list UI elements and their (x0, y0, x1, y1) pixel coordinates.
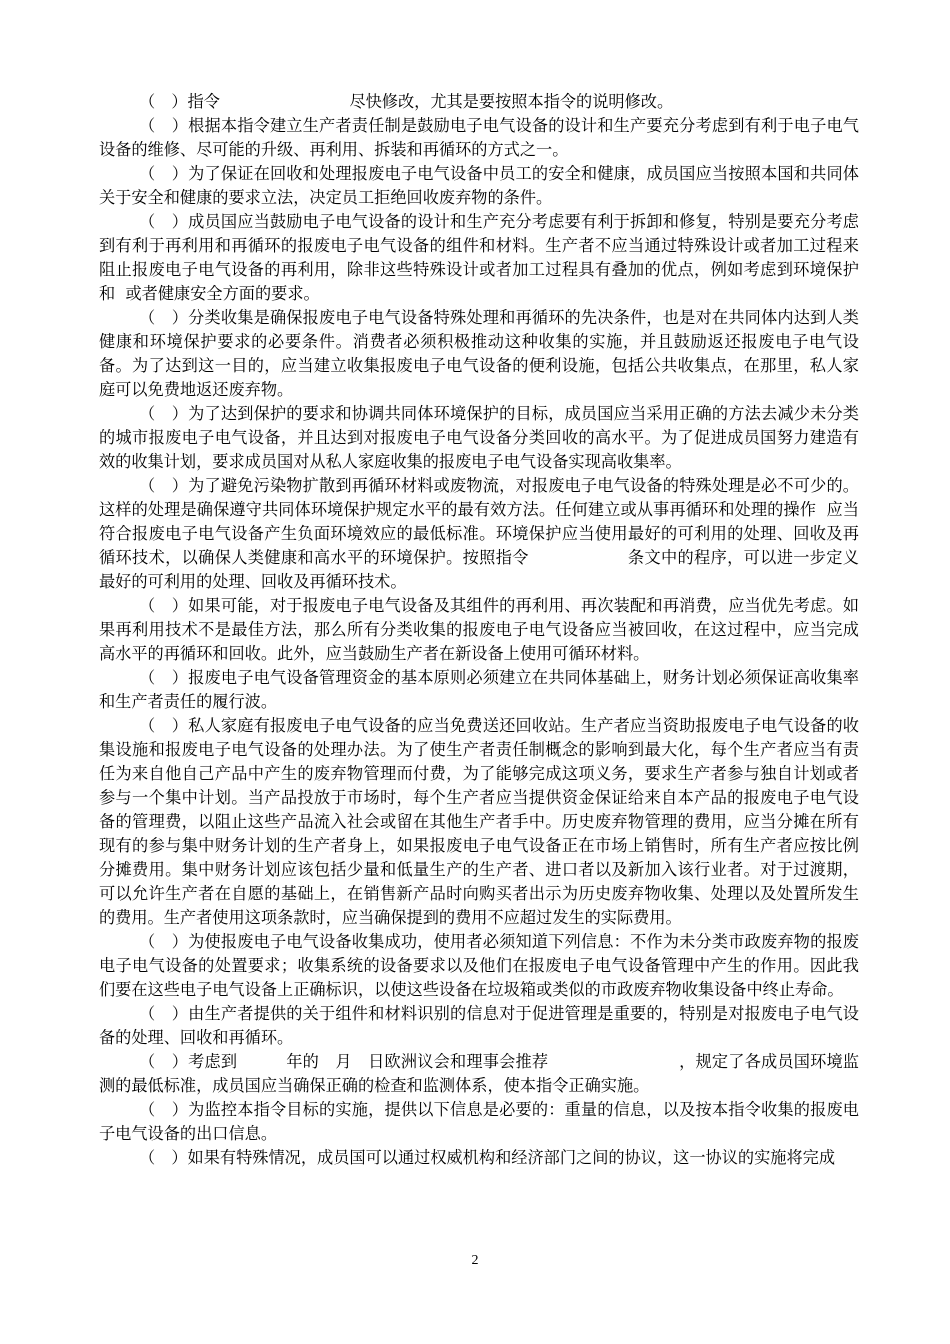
paragraph: （ ）为了达到保护的要求和协调共同体环境保护的目标，成员国应当采用正确的方法去减少未分类的城市报废电子电气设备，并且达到对报废电子电气设备分类回收的高水平。为了促进成员国努力建造有效的收集计划，要求成员国对从私人家庭收集的报废电子电气设备实现高收集率。 (99, 404, 859, 471)
paragraph: （ ）报废电子电气设备管理资金的基本原则必须建立在共同体基础上，财务计划必须保证高收集率和生产者责任的履行波。 (99, 668, 859, 711)
document-body (99, 90, 859, 1170)
paragraph: （ ）由生产者提供的关于组件和材料识别的信息对于促进管理是重要的，特别是对报废电子电气设备的处理、回收和再循环。 (99, 1004, 859, 1047)
paragraph: （ ）私人家庭有报废电子电气设备的应当免费送还回收站。生产者应当资助报废电子电气设备的收集设施和报废电子电气设备的处理办法。为了使生产者责任制概念的影响到最大化，每个生产者应当有责任为来自他自己产品中产生的废弃物管理而付费，为了能够完成这项义务，要求生产者参与独自计划或者参与一个集中计划。当产品投放于市场时，每个生产者应当提供资金保证给来自本产品的报废电子电气设备的管理费，以阻止这些产品流入社会或留在其他生产者手中。历史废弃物管理的费用，应当分摊在所有现有的参与集中财务计划的生产者身上，如果报废电子电气设备正在市场上销售时，所有生产者应按比例分摊费用。集中财务计划应该包括少量和低量生产的生产者、进口者以及新加入该行业者。对于过渡期，可以允许生产者在自愿的基础上，在销售新产品时向购买者出示为历史废弃物收集、处理以及处置所发生的费用。生产者使用这项条款时，应当确保提到的费用不应超过发生的实际费用。 (99, 716, 859, 927)
paragraph: （ ）指令 尽快修改，尤其是要按照本指令的说明修改。 (139, 92, 674, 111)
paragraph: （ ）如果有特殊情况，成员国可以通过权威机构和经济部门之间的协议，这一协议的实施将完成 (139, 1148, 836, 1167)
paragraph: （ ）考虑到 年的 月 日欧洲议会和理事会推荐 ，规定了各成员国环境监测的最低标准，成员国应当确保正确的检查和监测体系，使本指令正确实施。 (99, 1052, 859, 1095)
paragraph: （ ）为监控本指令目标的实施，提供以下信息是必要的：重量的信息，以及按本指令收集的报废电子电气设备的出口信息。 (99, 1100, 859, 1143)
paragraph: （ ）为了保证在回收和处理报废电子电气设备中员工的安全和健康，成员国应当按照本国和共同体关于安全和健康的要求立法，决定员工拒绝回收废弃物的条件。 (99, 164, 859, 207)
paragraph: （ ）成员国应当鼓励电子电气设备的设计和生产充分考虑要有利于拆卸和修复，特别是要充分考虑到有利于再利用和再循环的报废电子电气设备的组件和材料。生产者不应当通过特殊设计或者加工过程来阻止报废电子电气设备的再利用，除非这些特殊设计或者加工过程具有叠加的优点，例如考虑到环境保护和 或者健康安全方面的要求。 (99, 212, 859, 303)
page-number: 2 (471, 1253, 479, 1268)
paragraph: （ ）为使报废电子电气设备收集成功，使用者必须知道下列信息：不作为未分类市政废弃物的报废电子电气设备的处置要求；收集系统的设备要求以及他们在报废电子电气设备管理中产生的作用。因此我们要在这些电子电气设备上正确标识，以使这些设备在垃圾箱或类似的市政废弃物收集设备中终止寿命。 (99, 932, 859, 999)
paragraph: （ ）为了避免污染物扩散到再循环材料或废物流，对报废电子电气设备的特殊处理是必不可少的。这样的处理是确保遵守共同体环境保护规定水平的最有效方法。任何建立或从事再循环和处理的操作 应当符合报废电子电气设备产生负面环境效应的最低标准。环境保护应当使用最好的可利用的处理、回收及再循环技术，以确保人类健康和高水平的环境保护。按照指令 条文中的程序，可以进一步定义最好的可利用的处理、回收及再循环技术。 (99, 476, 859, 591)
paragraph: （ ）分类收集是确保报废电子电气设备特殊处理和再循环的先决条件，也是对在共同体内达到人类健康和环境保护要求的必要条件。消费者必须积极推动这种收集的实施，并且鼓励返还报废电子电气设备。为了达到这一目的，应当建立收集报废电子电气设备的便利设施，包括公共收集点，在那里，私人家庭可以免费地返还废弃物。 (99, 308, 859, 399)
paragraph: （ ）如果可能，对于报废电子电气设备及其组件的再利用、再次装配和再消费，应当优先考虑。如果再利用技术不是最佳方法，那么所有分类收集的报废电子电气设备应当被回收，在这过程中，应当完成高水平的再循环和回收。此外，应当鼓励生产者在新设备上使用可循环材料。 (99, 596, 859, 663)
paragraph: （ ）根据本指令建立生产者责任制是鼓励电子电气设备的设计和生产要充分考虑到有利于电子电气设备的维修、尽可能的升级、再利用、拆装和再循环的方式之一。 (99, 116, 859, 159)
